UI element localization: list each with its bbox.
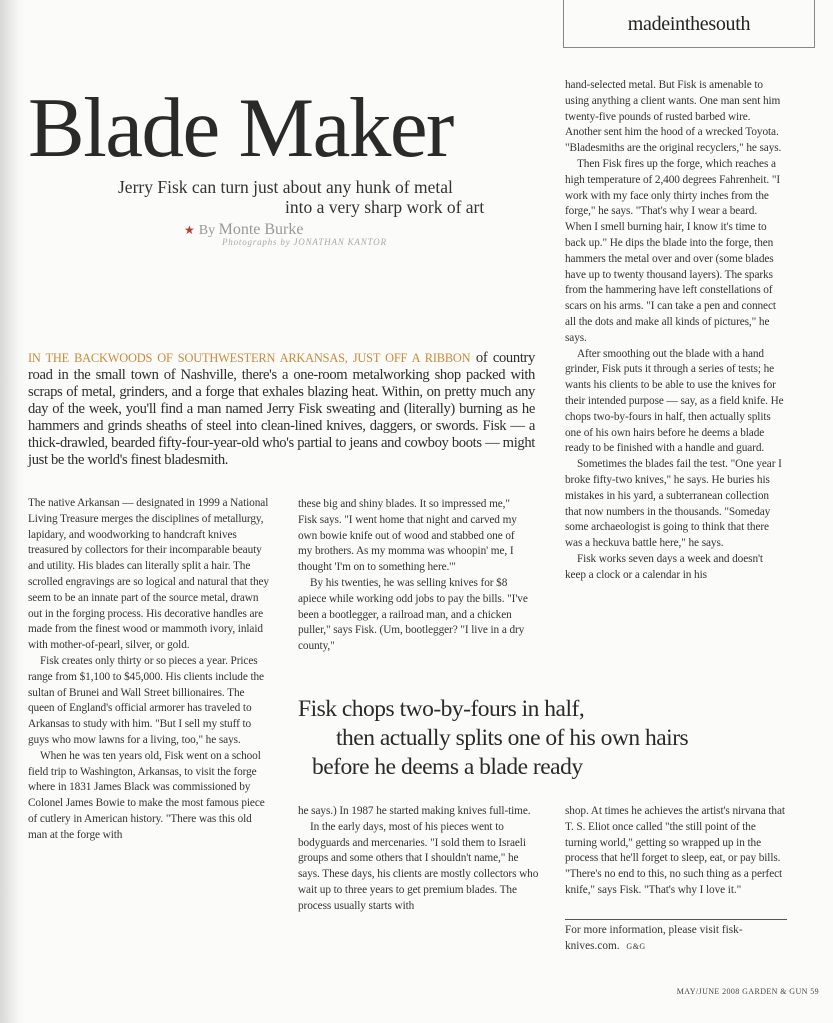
pull-quote-line-1: Fisk chops two-by-fours in half, [298, 696, 585, 722]
body-column-3-bottom [565, 804, 790, 899]
body-column-1 [28, 496, 272, 844]
body-paragraph: Fisk creates only thirty or so pieces a year. Prices range from $1,100 to $45,000. His clients include the sultan of Brunei and Wall Street billionaires. The queen of England's official armorer has traveled to Arkansas to study with him. "But I sell my stuff to guys who mow lawns for a living, too," he says. [28, 654, 264, 746]
dek [118, 177, 538, 217]
endnote [565, 922, 790, 955]
body-paragraph: shop. At times he achieves the artist's nirvana that T. S. Eliot once called "the still point of the turning world," getting so wrapped up in the process that he'll forget to sleep, eat, or pay bills. "There's no end to this, no such thing as a perfect knife," says Fisk. "That's why I love it." [565, 805, 785, 896]
body-paragraph: By his twenties, he was selling knives for $8 apiece while working odd jobs to pay the bills. "I've been a bootlegger, a railroad man, and a chicken puller," says Fisk. (Um, bootlegger? "I live in a dry county," [298, 576, 528, 653]
pull-quote-line-3: before he deems a blade ready [312, 754, 583, 780]
body-paragraph: After smoothing out the blade with a hand grinder, Fisk puts it through a series of tests; he wants his clients to be able to use the knives for their intended purpose — say, as a field knife. He chops two-by-fours in half, then actually splits one of his own hairs before he deems a blade ready to be finished with a handle and guard. [565, 347, 784, 455]
intro-paragraph [28, 350, 535, 469]
endnote-signoff: G&G [626, 942, 646, 951]
pull-quote [298, 695, 813, 782]
photo-credit: Photographs by JONATHAN KANTOR [222, 237, 387, 247]
intro-text: of country road in the small town of Nashville, there's a one-room metalworking shop packed with scraps of metal, grinders, and a forge that exhales blazing heat. Within, on pretty much any day of the week, you'll find a man named Jerry Fisk sweating and (literally) burning as he hammers and grinds sheaths of steel into clean-lined knives, daggers, or swords. Fisk — a thick-drawled, bearded fifty-four-year-old who's partial to jeans and cowboy boots — might just be the world's finest bladesmith. [28, 350, 535, 468]
body-paragraph: The native Arkansan — designated in 1999 a National Living Treasure merges the disciplines of metallurgy, lapidary, and woodworking to handcraft knives treasured by collectors for their incomparable beauty and utility. His blades can literally split a hair. The scrolled engravings are so logical and natural that they seem to be an innate part of the source metal, drawn out in the forging process. His decorative handles are made from the finest wood or mammoth ivory, inlaid with mother-of-pearl, silver, or gold. [28, 497, 269, 652]
body-paragraph: When he was ten years old, Fisk went on a school field trip to Washington, Arkansas, to visit the forge where in 1831 James Black was commissioned by Colonel James Bowie to make the most famous piece of cutlery in American history. "There was this old man at the forge with [28, 749, 265, 841]
body-paragraph: In the early days, most of his pieces went to bodyguards and mercenaries. "I sold them to Israeli groups and some others that I shouldn't name," he says. These days, his clients are mostly collectors who wait up to three years to get premium blades. The process usually starts with [298, 820, 539, 912]
endnote-text: For more information, please visit fisk-knives.com. [565, 924, 743, 952]
body-paragraph: Sometimes the blades fail the test. "One year I broke fifty-two knives," he says. He buries his mistakes in his yard, a subterranean collection that now numbers in the thousands. "Someday some archaeologist is going to think that there was a heckuva battle here," he says. [565, 458, 782, 550]
byline-author: Monte Burke [218, 221, 304, 238]
body-paragraph: hand-selected metal. But Fisk is amenable to using anything a client wants. One man sent him twenty-five pounds of rusted barbed wire. Another sent him the hood of a wrecked Toyota. "Bladesmiths are the original recyclers," he says. [565, 79, 782, 155]
body-paragraph: Fisk works seven days a week and doesn't keep a clock or a calendar in his [565, 552, 763, 581]
body-column-3-top [565, 78, 785, 584]
folio: MAY/JUNE 2008 GARDEN & GUN 59 [676, 987, 819, 996]
intro-lead: IN THE BACKWOODS OF SOUTHWESTERN ARKANSAS, JUST OFF A RIBBON [28, 351, 471, 365]
body-paragraph: Then Fisk fires up the forge, which reaches a high temperature of 2,400 degrees Fahrenheit. "I work with my face only thirty inches from the forge," he says. "That's why I wear a beard. When I smell burning hair, I know it's time to back up." He dips the blade into the forge, then hammers the metal over and over (some blades have up to twenty thousand layers). The sparks from the hammering have left constellations of scars on his arms. "I can take a pen and connect all the dots and make all kinds of pictures," he says. [565, 157, 781, 344]
headline: Blade Maker [28, 81, 453, 175]
section-tab: madeinthesouth [563, 0, 815, 48]
body-column-2-top [298, 497, 530, 655]
body-paragraph: these big and shiny blades. It so impressed me," Fisk says. "I went home that night and carved my own bowie knife out of wood and stabbed one of my brothers. As my momma was whoopin' me, I thought 'I'm on to something here.'" [298, 498, 517, 574]
body-paragraph: he says.) In 1987 he started making knives full-time. [298, 805, 531, 817]
star-icon: ★ [184, 223, 195, 237]
page-gutter-shadow [0, 0, 26, 1023]
byline-prefix: By [198, 223, 216, 238]
pull-quote-line-2: then actually splits one of his own hairs [336, 725, 689, 751]
dek-line-1: Jerry Fisk can turn just about any hunk of metal [118, 177, 453, 197]
endnote-divider [565, 919, 787, 920]
body-column-2-bottom [298, 804, 540, 915]
dek-line-2: into a very sharp work of art [285, 197, 485, 217]
